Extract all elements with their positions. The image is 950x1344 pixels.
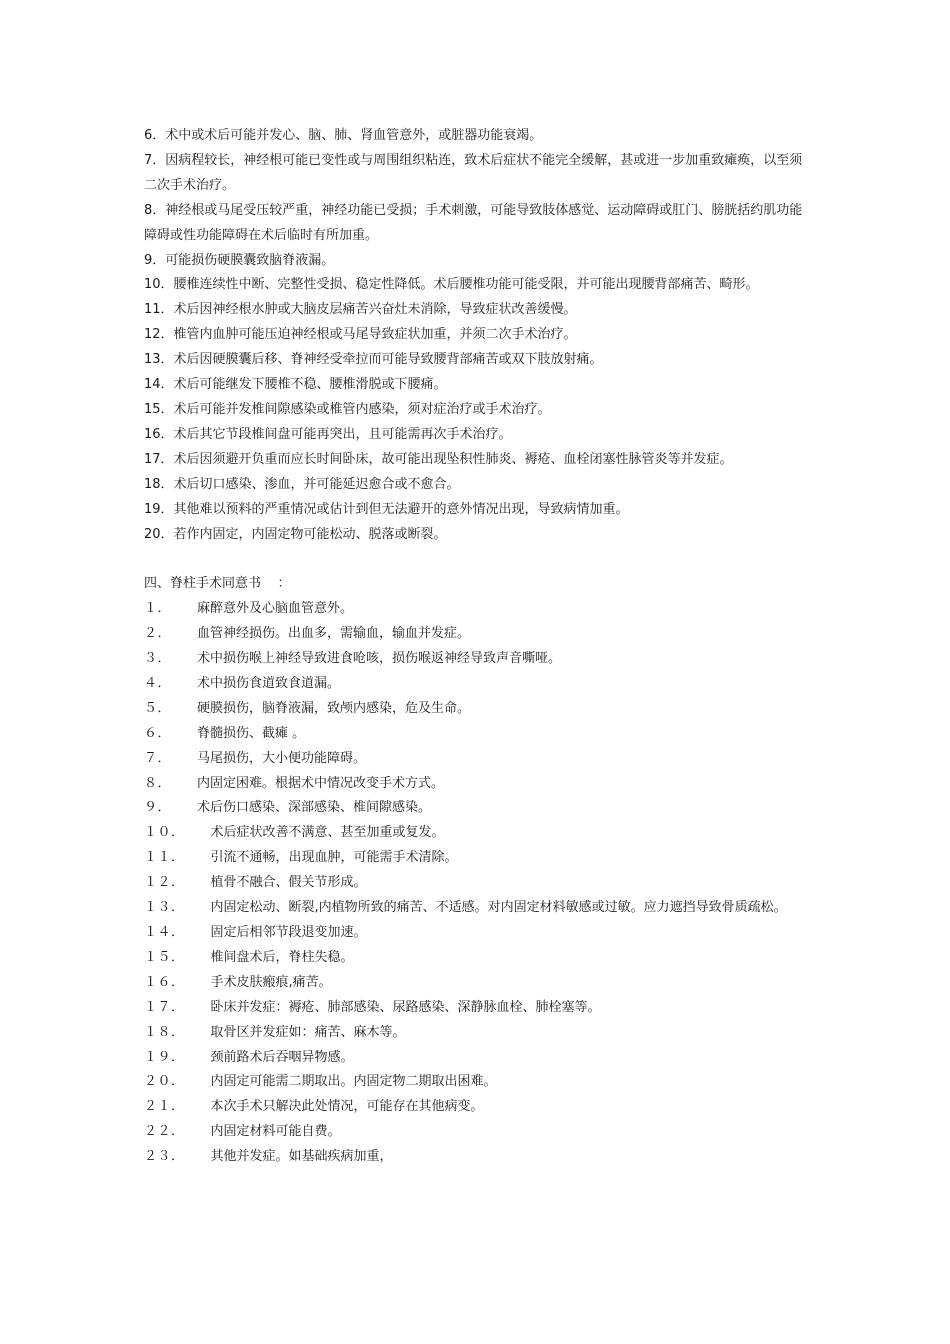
consent-item xyxy=(144,871,808,896)
consent-item-number: １５． xyxy=(144,949,185,965)
consent-item xyxy=(144,1070,808,1095)
consent-item xyxy=(144,1120,808,1145)
risk-item: 20．若作内固定，内固定物可能松动、脱落或断裂。 xyxy=(144,526,447,542)
consent-item xyxy=(144,921,808,946)
consent-item xyxy=(144,697,808,722)
consent-item-text: 颈前路术后吞咽异物感。 xyxy=(210,1049,354,1065)
consent-item-text: 硬膜损伤，脑脊液漏，致颅内感染，危及生命。 xyxy=(197,700,471,716)
risk-item: 11．术后因神经根水肿或大脑皮层痛苦兴奋灶未消除，导致症状改善缓慢。 xyxy=(144,302,577,318)
consent-item-number: ６． xyxy=(144,725,172,741)
consent-item-text: 取骨区并发症如：痛苦、麻木等。 xyxy=(210,1024,406,1040)
consent-item-text: 内固定困难。根据术中情况改变手术方式。 xyxy=(197,775,445,791)
risk-item: 15．术后可能并发椎间隙感染或椎管内感染，须对症治疗或手术治疗。 xyxy=(144,401,551,417)
consent-item-number: １１． xyxy=(144,850,185,866)
consent-item-number: １９． xyxy=(144,1049,185,1065)
consent-item xyxy=(144,622,808,647)
consent-item-text: 内固定可能需二期取出。内固定物二期取出困难。 xyxy=(210,1074,497,1090)
consent-item xyxy=(144,796,808,821)
consent-item-number: １２． xyxy=(144,875,185,891)
consent-item-number: ２３． xyxy=(144,1149,185,1165)
risk-item: 8．神经根或马尾受压较严重，神经功能已受损；手术刺激，可能导致肢体感觉、运动障碍或肛门、膀胱括约肌功能障碍或性功能障碍在术后临时有所加重。 xyxy=(144,202,803,243)
consent-item xyxy=(144,772,808,797)
consent-item xyxy=(144,672,808,697)
consent-item xyxy=(144,722,808,747)
consent-item xyxy=(144,1021,808,1046)
consent-item-number: １． xyxy=(144,601,172,617)
consent-item-number: １３． xyxy=(144,900,185,916)
consent-item-text: 内固定松动、断裂,内植物所致的痛苦、不适感。对内固定材料敏感或过敏。应力遮挡导致骨质疏松。 xyxy=(210,900,787,916)
section-title: 四、脊柱手术同意书 ： xyxy=(144,576,291,592)
spine-consent-list xyxy=(144,597,808,1170)
consent-item-number: ９． xyxy=(144,800,172,816)
risk-item: 6．术中或术后可能并发心、脑、肺、肾血管意外，或脏器功能衰竭。 xyxy=(144,128,543,143)
consent-item-number: １６． xyxy=(144,974,185,990)
consent-item-number: ４． xyxy=(144,675,172,691)
risk-item: 16．术后其它节段椎间盘可能再突出，且可能需再次手术治疗。 xyxy=(144,426,512,442)
consent-item-text: 椎间盘术后，脊柱失稳。 xyxy=(210,949,354,965)
risk-item: 14．术后可能继发下腰椎不稳、腰椎滑脱或下腰痛。 xyxy=(144,377,447,393)
consent-item-text: 术中损伤喉上神经导致进食呛咳，损伤喉返神经导致声音嘶哑。 xyxy=(197,651,562,667)
consent-item xyxy=(144,971,808,996)
consent-item-number: ２２． xyxy=(144,1124,185,1140)
consent-item xyxy=(144,821,808,846)
consent-item-text: 马尾损伤，大小便功能障碍。 xyxy=(197,750,367,766)
consent-item-number: １４． xyxy=(144,924,185,940)
consent-item-text: 内固定材料可能自费。 xyxy=(210,1124,341,1140)
consent-item xyxy=(144,1046,808,1071)
consent-item-number: ８． xyxy=(144,775,172,791)
consent-item-number: １７． xyxy=(144,999,185,1015)
consent-item xyxy=(144,747,808,772)
risk-item: 9．可能损伤硬膜囊致脑脊液漏。 xyxy=(144,252,335,268)
risk-item: 17．术后因须避开负重而应长时间卧床，故可能出现坠积性肺炎、褥疮、血栓闭塞性脉管炎等并发症。 xyxy=(144,451,733,467)
risk-item: 19．其他难以预料的严重情况或估计到但无法避开的意外情况出现，导致病情加重。 xyxy=(144,501,629,517)
consent-item-text: 脊髓损伤、截瘫 。 xyxy=(197,725,306,741)
document-page xyxy=(144,124,808,1170)
consent-item xyxy=(144,846,808,871)
consent-item-number: ５． xyxy=(144,700,172,716)
consent-item-text: 血管神经损伤。出血多，需输血，输血并发症。 xyxy=(197,626,471,642)
consent-item-text: 卧床并发症：褥疮、肺部感染、尿路感染、深静脉血栓、肺栓塞等。 xyxy=(210,999,601,1015)
consent-item-number: ７． xyxy=(144,750,172,766)
consent-item xyxy=(144,1145,808,1170)
consent-item-text: 引流不通畅，出现血肿，可能需手术清除。 xyxy=(210,850,458,866)
consent-item-text: 麻醉意外及心脑血管意外。 xyxy=(197,601,354,617)
consent-item-text: 固定后相邻节段退变加速。 xyxy=(210,924,367,940)
consent-item-number: ２． xyxy=(144,626,172,642)
consent-item-text: 其他并发症。如基础疾病加重， xyxy=(210,1149,393,1165)
consent-item-text: 手术皮肤瘢痕,痛苦。 xyxy=(210,974,332,990)
risk-item: 12．椎管内血肿可能压迫神经根或马尾导致症状加重，并须二次手术治疗。 xyxy=(144,327,577,343)
consent-item-number: ２０． xyxy=(144,1074,185,1090)
risk-item: 7．因病程较长，神经根可能已变性或与周围组织粘连，致术后症状不能完全缓解，甚或进一步加重致瘫痪，以至须二次手术治疗。 xyxy=(144,152,803,193)
risk-item: 18．术后切口感染、渗血，并可能延迟愈合或不愈合。 xyxy=(144,476,460,492)
consent-item-number: ２１． xyxy=(144,1099,185,1115)
section-gap xyxy=(144,547,808,572)
consent-item-text: 术后症状改善不满意、甚至加重或复发。 xyxy=(210,825,445,841)
consent-item xyxy=(144,1095,808,1120)
risk-item: 13．术后因硬膜囊后移、脊神经受牵拉而可能导致腰背部痛苦或双下肢放射痛。 xyxy=(144,352,603,368)
consent-item xyxy=(144,996,808,1021)
consent-item-number: １８． xyxy=(144,1024,185,1040)
consent-item-number: ３． xyxy=(144,651,172,667)
consent-item-text: 植骨不融合、假关节形成。 xyxy=(210,875,367,891)
consent-item-text: 术中损伤食道致食道漏。 xyxy=(197,675,341,691)
consent-item xyxy=(144,647,808,672)
risk-item: 10．腰椎连续性中断、完整性受损、稳定性降低。术后腰椎功能可能受限，并可能出现腰背部痛苦、畸形。 xyxy=(144,277,759,293)
consent-item-text: 术后伤口感染、深部感染、椎间隙感染。 xyxy=(197,800,432,816)
consent-item xyxy=(144,597,808,622)
consent-item xyxy=(144,946,808,971)
consent-item xyxy=(144,896,808,921)
risk-list-continued xyxy=(144,124,808,547)
consent-item-number: １０． xyxy=(144,825,185,841)
consent-item-text: 本次手术只解决此处情况，可能存在其他病变。 xyxy=(210,1099,484,1115)
